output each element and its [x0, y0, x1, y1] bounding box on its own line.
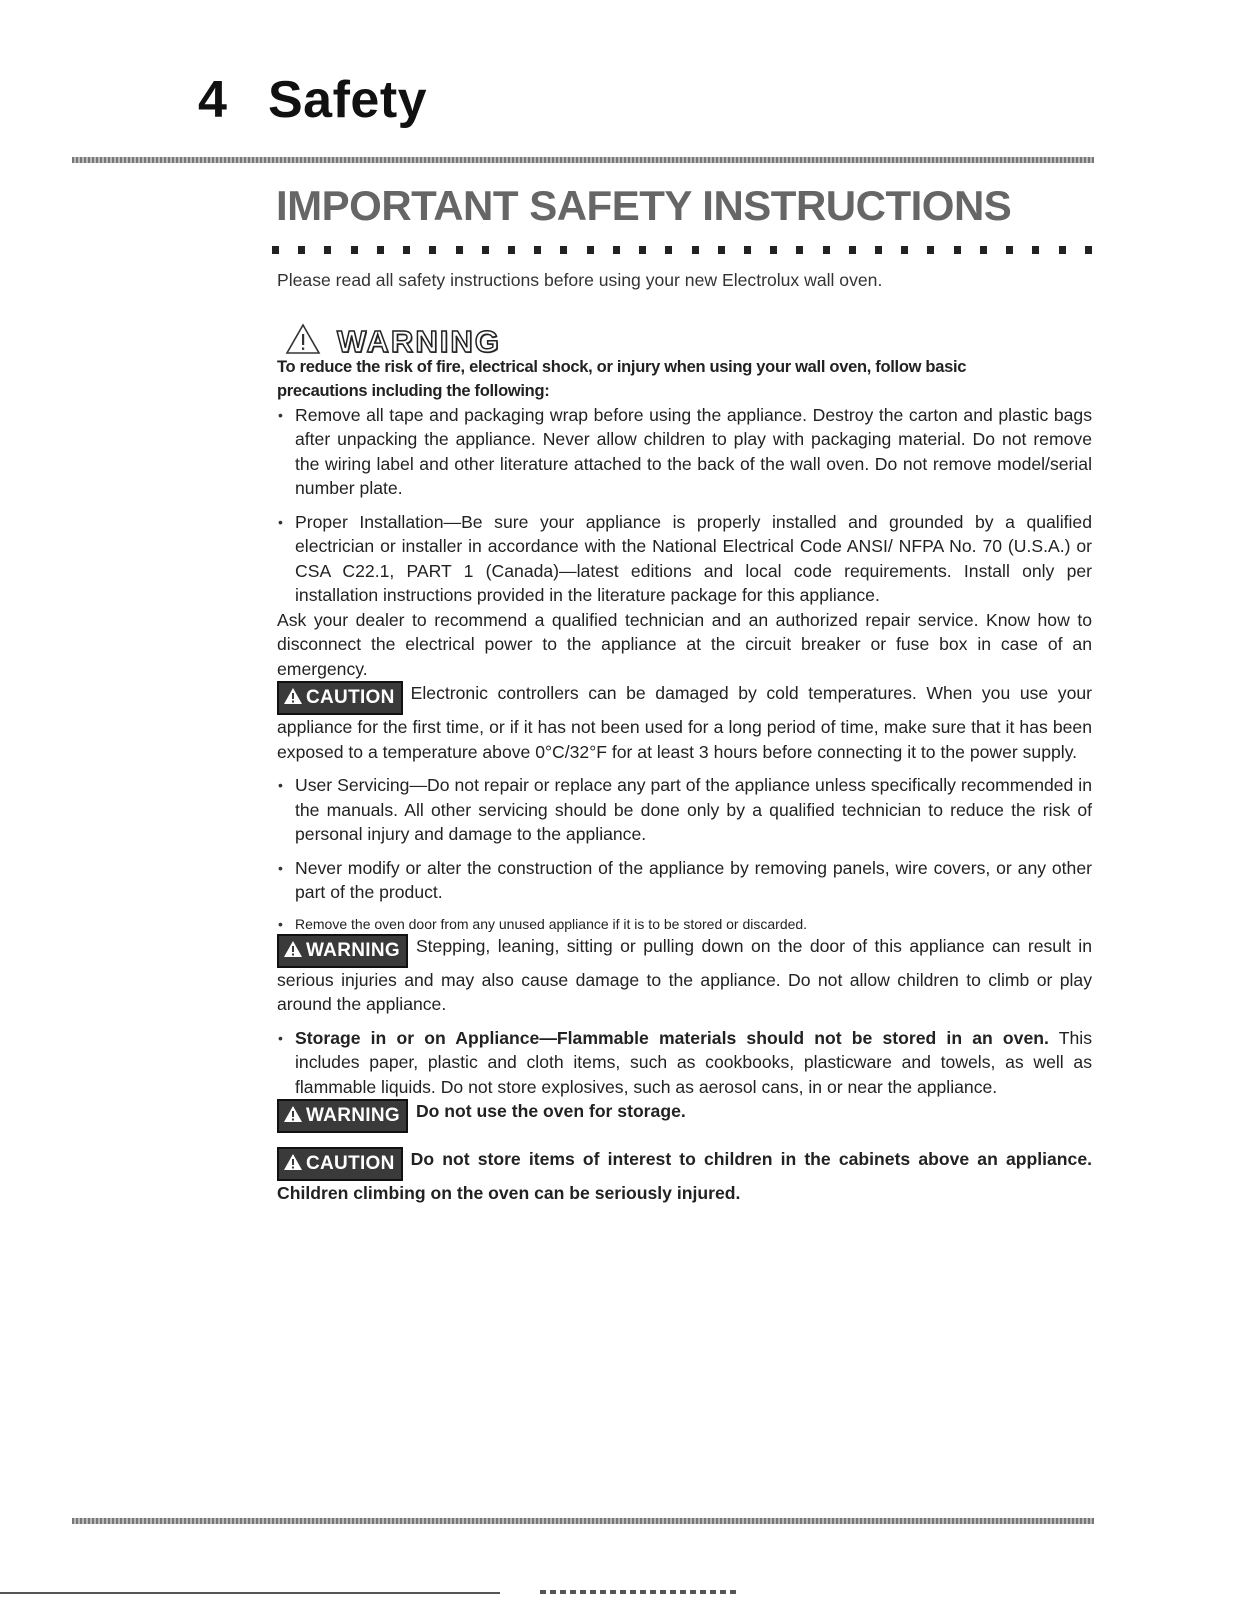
safety-content: [277, 268, 1092, 1206]
exclamation-triangle-icon: [283, 1105, 303, 1123]
caution-badge: [277, 1147, 403, 1181]
caution-text: Do not store items of interest to children in the cabinets above an appliance. Children climbing on the oven can be seriously injured.: [277, 1149, 1092, 1203]
warning-word: WARNING: [337, 324, 501, 359]
chapter-number: 4: [198, 71, 228, 129]
warning-lead: To reduce the risk of fire, electrical shock, or injury when using your wall oven, follow basic precautions including the following:: [277, 357, 967, 400]
warning-badge: [277, 1099, 408, 1133]
warning-paragraph-2: [277, 1099, 1092, 1133]
chapter-title: Safety: [268, 71, 428, 129]
caution-paragraph-1: [277, 681, 1092, 764]
exclamation-triangle-icon: [283, 1153, 303, 1171]
list-item-small: • Remove the oven door from any unused appliance if it is to be stored or discarded.: [277, 914, 1092, 934]
section-title: IMPORTANT SAFETY INSTRUCTIONS: [276, 182, 1012, 229]
warning-label: WARNING: [306, 939, 400, 961]
scan-edge-marks: [540, 1590, 740, 1594]
dealer-paragraph: Ask your dealer to recommend a qualified technician and an authorized repair service. Know how to disconnect the electrical power to the appliance at the circuit breaker or fuse box in case of an emergency.: [277, 609, 1092, 679]
storage-text: This includes paper, plastic and cloth items, such as cookbooks, plasticware and towels, as well as flammable liquids. Do not store explosives, such as aerosol cans, in or near the appliance.: [295, 1027, 1092, 1097]
caution-badge: [277, 681, 403, 715]
bottom-rule: [72, 1518, 1094, 1524]
list-item: • Never modify or alter the construction of the appliance by removing panels, wire covers, or any other part of the product.: [277, 856, 1092, 905]
list-item: • User Servicing—Do not repair or replace any part of the appliance unless specifically recommended in the manuals. All other servicing should be done only by a qualified technician to reduce the risk of personal injury and damage to the appliance.: [277, 773, 1092, 847]
storage-bold: Storage in or on Appliance—Flammable materials should not be stored in an oven.: [295, 1027, 1049, 1048]
bullet-list-2: [277, 773, 1092, 934]
caution-label: CAUTION: [306, 1153, 395, 1174]
list-item: • Remove all tape and packaging wrap before using the appliance. Destroy the carton and plastic bags after unpacking the appliance. Never allow children to play with packaging material. Do not remove the wiring label and other literature attached to the back of the wall oven. Do not remove model/serial number plate.: [277, 403, 1092, 501]
chapter-heading: [198, 70, 427, 130]
intro-text: Please read all safety instructions before using your new Electrolux wall oven.: [277, 270, 883, 290]
bullet-list-1: [277, 403, 1092, 608]
bullet-list-3: [277, 1026, 1092, 1100]
top-rule: [72, 157, 1094, 163]
warning-paragraph-1: [277, 934, 1092, 1017]
warning-text: Do not use the oven for storage.: [415, 1101, 686, 1121]
warning-label: WARNING: [306, 1105, 400, 1126]
exclamation-triangle-icon: [283, 940, 303, 958]
list-item: • Proper Installation—Be sure your appliance is properly installed and grounded by a qualified electrician or installer in accordance with the National Electrical Code ANSI/ NFPA No. 70 (U.S.A.) or CSA C22.1, PART 1 (Canada)—latest editions and local code requirements. Install only per installation instructions provided in the literature package for this appliance.: [277, 510, 1092, 608]
caution-label: CAUTION: [306, 687, 395, 708]
warning-text: Stepping, leaning, sitting or pulling down on the door of this appliance can result in serious injuries and may also cause damage to the appliance. Do not allow children to climb or play around the appliance.: [277, 935, 1092, 1014]
warning-header: [285, 323, 1092, 359]
caution-paragraph-2: [277, 1147, 1092, 1206]
dotted-divider: [272, 246, 1092, 254]
scan-edge-line: [0, 1592, 500, 1594]
warning-badge: [277, 934, 408, 968]
warning-triangle-icon: [285, 323, 321, 355]
exclamation-triangle-icon: [283, 687, 303, 705]
caution-text: Electronic controllers can be damaged by cold temperatures. When you use your appliance for the first time, or if it has not been used for a long period of time, make sure that it has been exposed to a temperature above 0°C/32°F for at least 3 hours before connecting it to the power supply.: [277, 683, 1092, 762]
list-item-storage: [277, 1026, 1092, 1100]
